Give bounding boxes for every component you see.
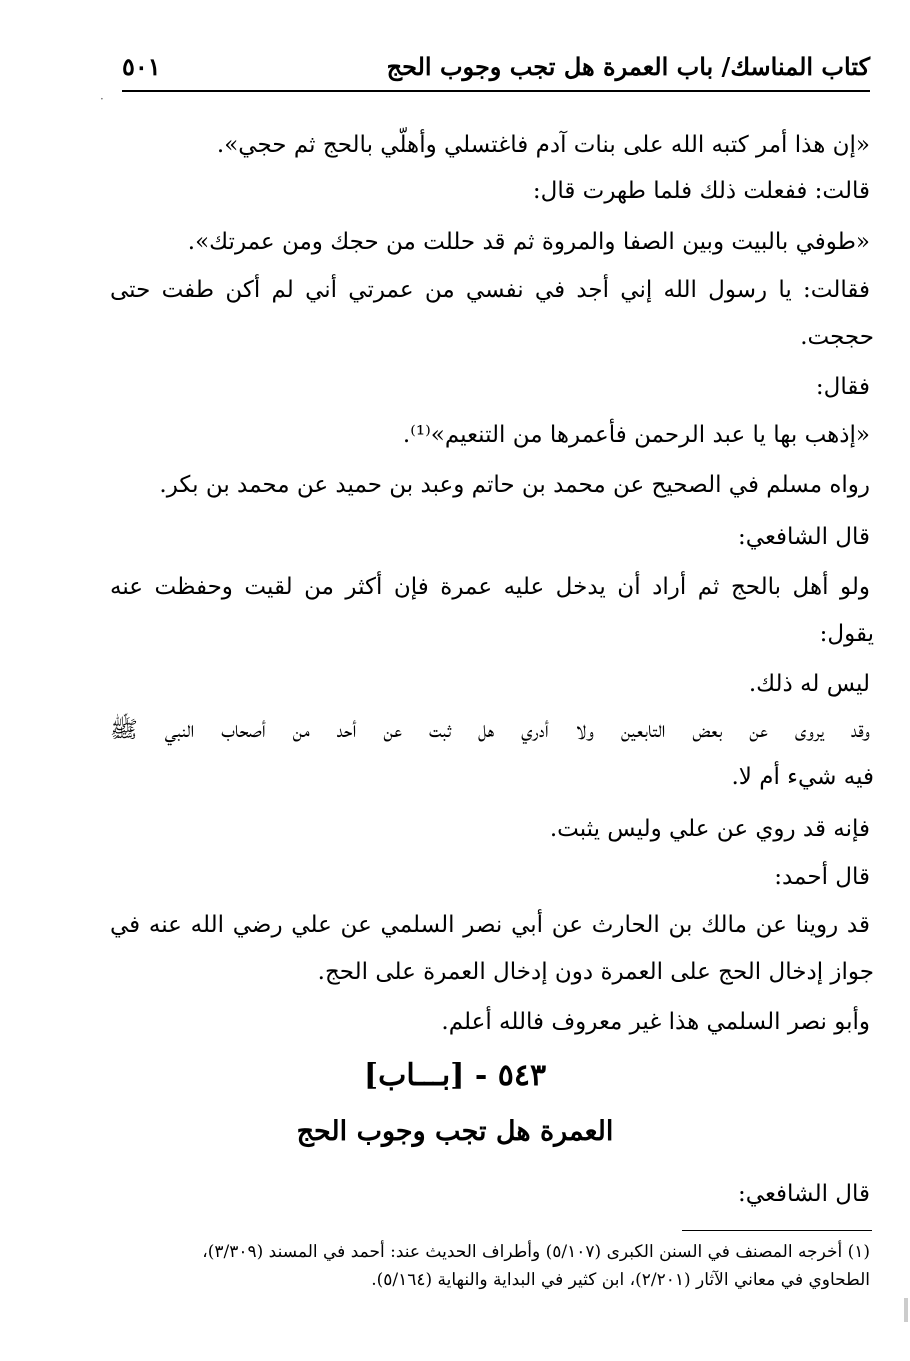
text-line-4: فقالت: يا رسول الله إني أجد في نفسي من عمرتي أني لم أكن طفت حتى (110, 277, 870, 303)
scan-edge-mark (904, 1298, 908, 1322)
footnote-line-2: الطحاوي في معاني الآثار (٢/٢٠١)، ابن كثير في البداية والنهاية (٥/١٦٤). (371, 1270, 870, 1290)
text-line-14: فيه شيء أم لا. (731, 764, 874, 790)
text-line-19: وأبو نصر السلمي هذا غير معروف فالله أعلم. (441, 1009, 870, 1035)
text-line-3: «طوفي بالبيت وبين الصفا والمروة ثم قد حللت من حجك ومن عمرتك». (187, 229, 870, 255)
text-line-10: ولو أهل بالحج ثم أراد أن يدخل عليه عمرة فإن أكثر من لقيت وحفظت عنه (110, 574, 870, 600)
running-header-title: كتاب المناسك/ باب العمرة هل تجب وجوب الحج (386, 52, 870, 81)
text-line-17: قد روينا عن مالك بن الحارث عن أبي نصر السلمي عن علي رضي الله عنه في (110, 912, 870, 938)
header-divider (122, 90, 870, 92)
text-line-15: فإنه قد روي عن علي وليس يثبت. (549, 816, 870, 842)
text-line-1: «إن هذا أمر كتبه الله على بنات آدم فاغتسلي وأهلّي بالحج ثم حجي». (216, 132, 870, 158)
footnote-divider (682, 1230, 872, 1231)
text-line-6: فقال: (815, 374, 870, 400)
text-line-after-heading: قال الشافعي: (738, 1181, 870, 1207)
text-line-12: ليس له ذلك. (748, 671, 870, 697)
text-line-9: قال الشافعي: (738, 524, 870, 550)
text-line-13: وقد يروى عن بعض التابعين ولا أدري هل ثبت عن أحد من أصحاب النبي ﷺ (110, 717, 870, 743)
page-number: ٥٠١ (122, 52, 161, 81)
footnote-line-1: (١) أخرجه المصنف في السنن الكبرى (٥/١٠٧) وأطراف الحديث عند: أحمد في المسند (٣/٣٠٩)، (202, 1242, 870, 1262)
text-line-5: حججت. (800, 324, 874, 350)
text-line-18: جواز إدخال الحج على العمرة دون إدخال العمرة على الحج. (317, 959, 874, 985)
text-line-8: رواه مسلم في الصحيح عن محمد بن حاتم وعبد بن حميد عن محمد بن بكر. (159, 472, 870, 498)
margin-mark: · (100, 92, 104, 106)
section-number: ٥٤٣ - [بـــاب] (363, 1058, 547, 1093)
text-line-16: قال أحمد: (774, 864, 870, 890)
text-line-11: يقول: (819, 621, 874, 647)
section-title: العمرة هل تجب وجوب الحج (296, 1116, 614, 1147)
text-line-7: «إذهب بها يا عبد الرحمن فأعمرها من التنعيم»⁽¹⁾. (402, 422, 870, 448)
text-line-2: قالت: ففعلت ذلك فلما طهرت قال: (532, 178, 870, 204)
